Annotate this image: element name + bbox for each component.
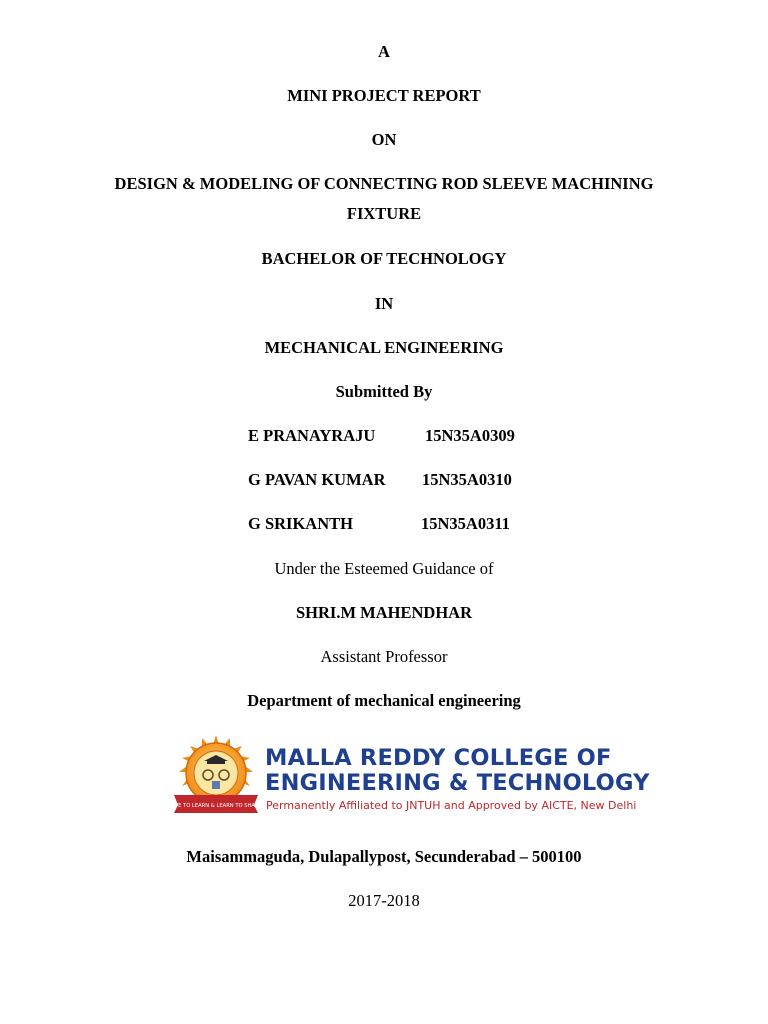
college-name-line2: ENGINEERING & TECHNOLOGY [265,770,650,796]
student-roll: 15N35A0311 [421,514,510,533]
student-row [248,470,548,490]
student-roll: 15N35A0309 [425,426,515,445]
degree: BACHELOR OF TECHNOLOGY [261,249,507,268]
submitted-by-label: Submitted By [335,382,433,401]
guidance-label: Under the Esteemed Guidance of [274,559,494,578]
college-address: Maisammaguda, Dulapallypost, Secunderabad – 500100 [186,847,582,866]
line-in: IN [374,294,394,313]
branch: MECHANICAL ENGINEERING [264,338,504,357]
report-type: MINI PROJECT REPORT [287,86,481,105]
department: Department of mechanical engineering [247,691,521,710]
student-name: E PRANAYRAJU [248,426,376,445]
college-name-line1: MALLA REDDY COLLEGE OF [265,745,612,771]
line-a: A [378,42,390,61]
project-title-line1: DESIGN & MODELING OF CONNECTING ROD SLEEVE MACHINING [114,174,654,193]
college-logo [170,733,650,815]
student-name: G SRIKANTH [248,514,353,533]
project-title-line2: FIXTURE [346,204,422,223]
academic-year: 2017-2018 [348,891,420,910]
student-row [248,426,548,446]
student-name: G PAVAN KUMAR [248,470,386,489]
guide-designation: Assistant Professor [320,647,448,666]
college-affiliation: Permanently Affiliated to JNTUH and Approved by AICTE, New Delhi [266,799,637,812]
seal-ribbon-text: LIVE TO LEARN & LEARN TO SHARE [170,803,262,809]
college-seal-icon [170,733,262,815]
student-row [248,514,548,534]
line-on: ON [371,130,397,149]
guide-name: SHRI.M MAHENDHAR [296,603,472,622]
student-roll: 15N35A0310 [422,470,512,489]
